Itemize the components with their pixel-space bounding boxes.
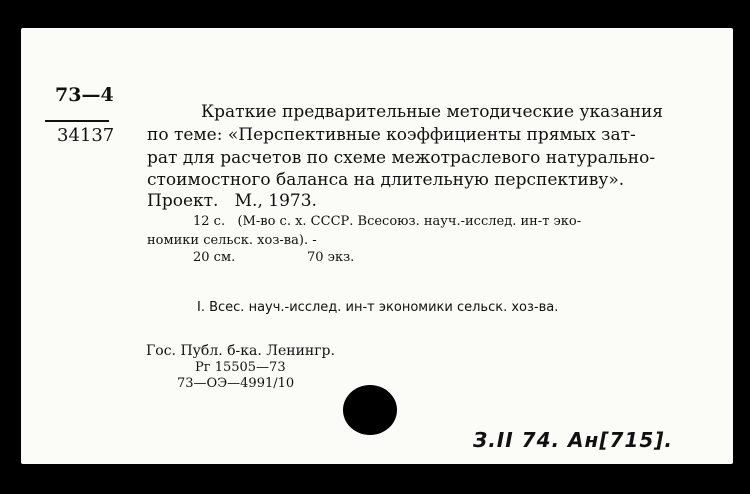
- library-line-3: 73—ОЭ—4991/10: [177, 376, 295, 391]
- title-line-3: рат для расчетов по схеме межотраслевого натурально-: [147, 148, 656, 168]
- title-line-4: стоимостного баланса на длительную перспективу».: [147, 170, 625, 190]
- title-line-1: Краткие предварительные методические указания: [201, 102, 664, 122]
- accession-number: 34137: [57, 125, 115, 146]
- description-line-2: номики сельск. хоз-ва). -: [147, 233, 317, 248]
- index-rule: [45, 120, 109, 122]
- title-line-2: по теме: «Перспективные коэффициенты прямых зат-: [147, 125, 636, 145]
- handwritten-note: З.II 74. Ан[715].: [473, 428, 673, 452]
- library-line-1: Гос. Публ. б-ка. Ленингр.: [146, 343, 335, 359]
- subject-heading: I. Всес. науч.-исслед. ин-т экономики сельск. хоз-ва.: [197, 300, 559, 315]
- library-line-2: Рг 15505—73: [195, 360, 286, 375]
- punch-hole: [343, 385, 397, 435]
- title-line-5: Проект. М., 1973.: [147, 191, 317, 211]
- index-code: 73—4: [55, 84, 114, 106]
- copies: 70 экз.: [307, 250, 355, 265]
- size: 20 см.: [193, 250, 236, 265]
- description-line-1: 12 с. (М-во с. х. СССР. Всесоюз. науч.-исслед. ин-т эко-: [193, 214, 582, 229]
- catalog-card: [21, 28, 733, 464]
